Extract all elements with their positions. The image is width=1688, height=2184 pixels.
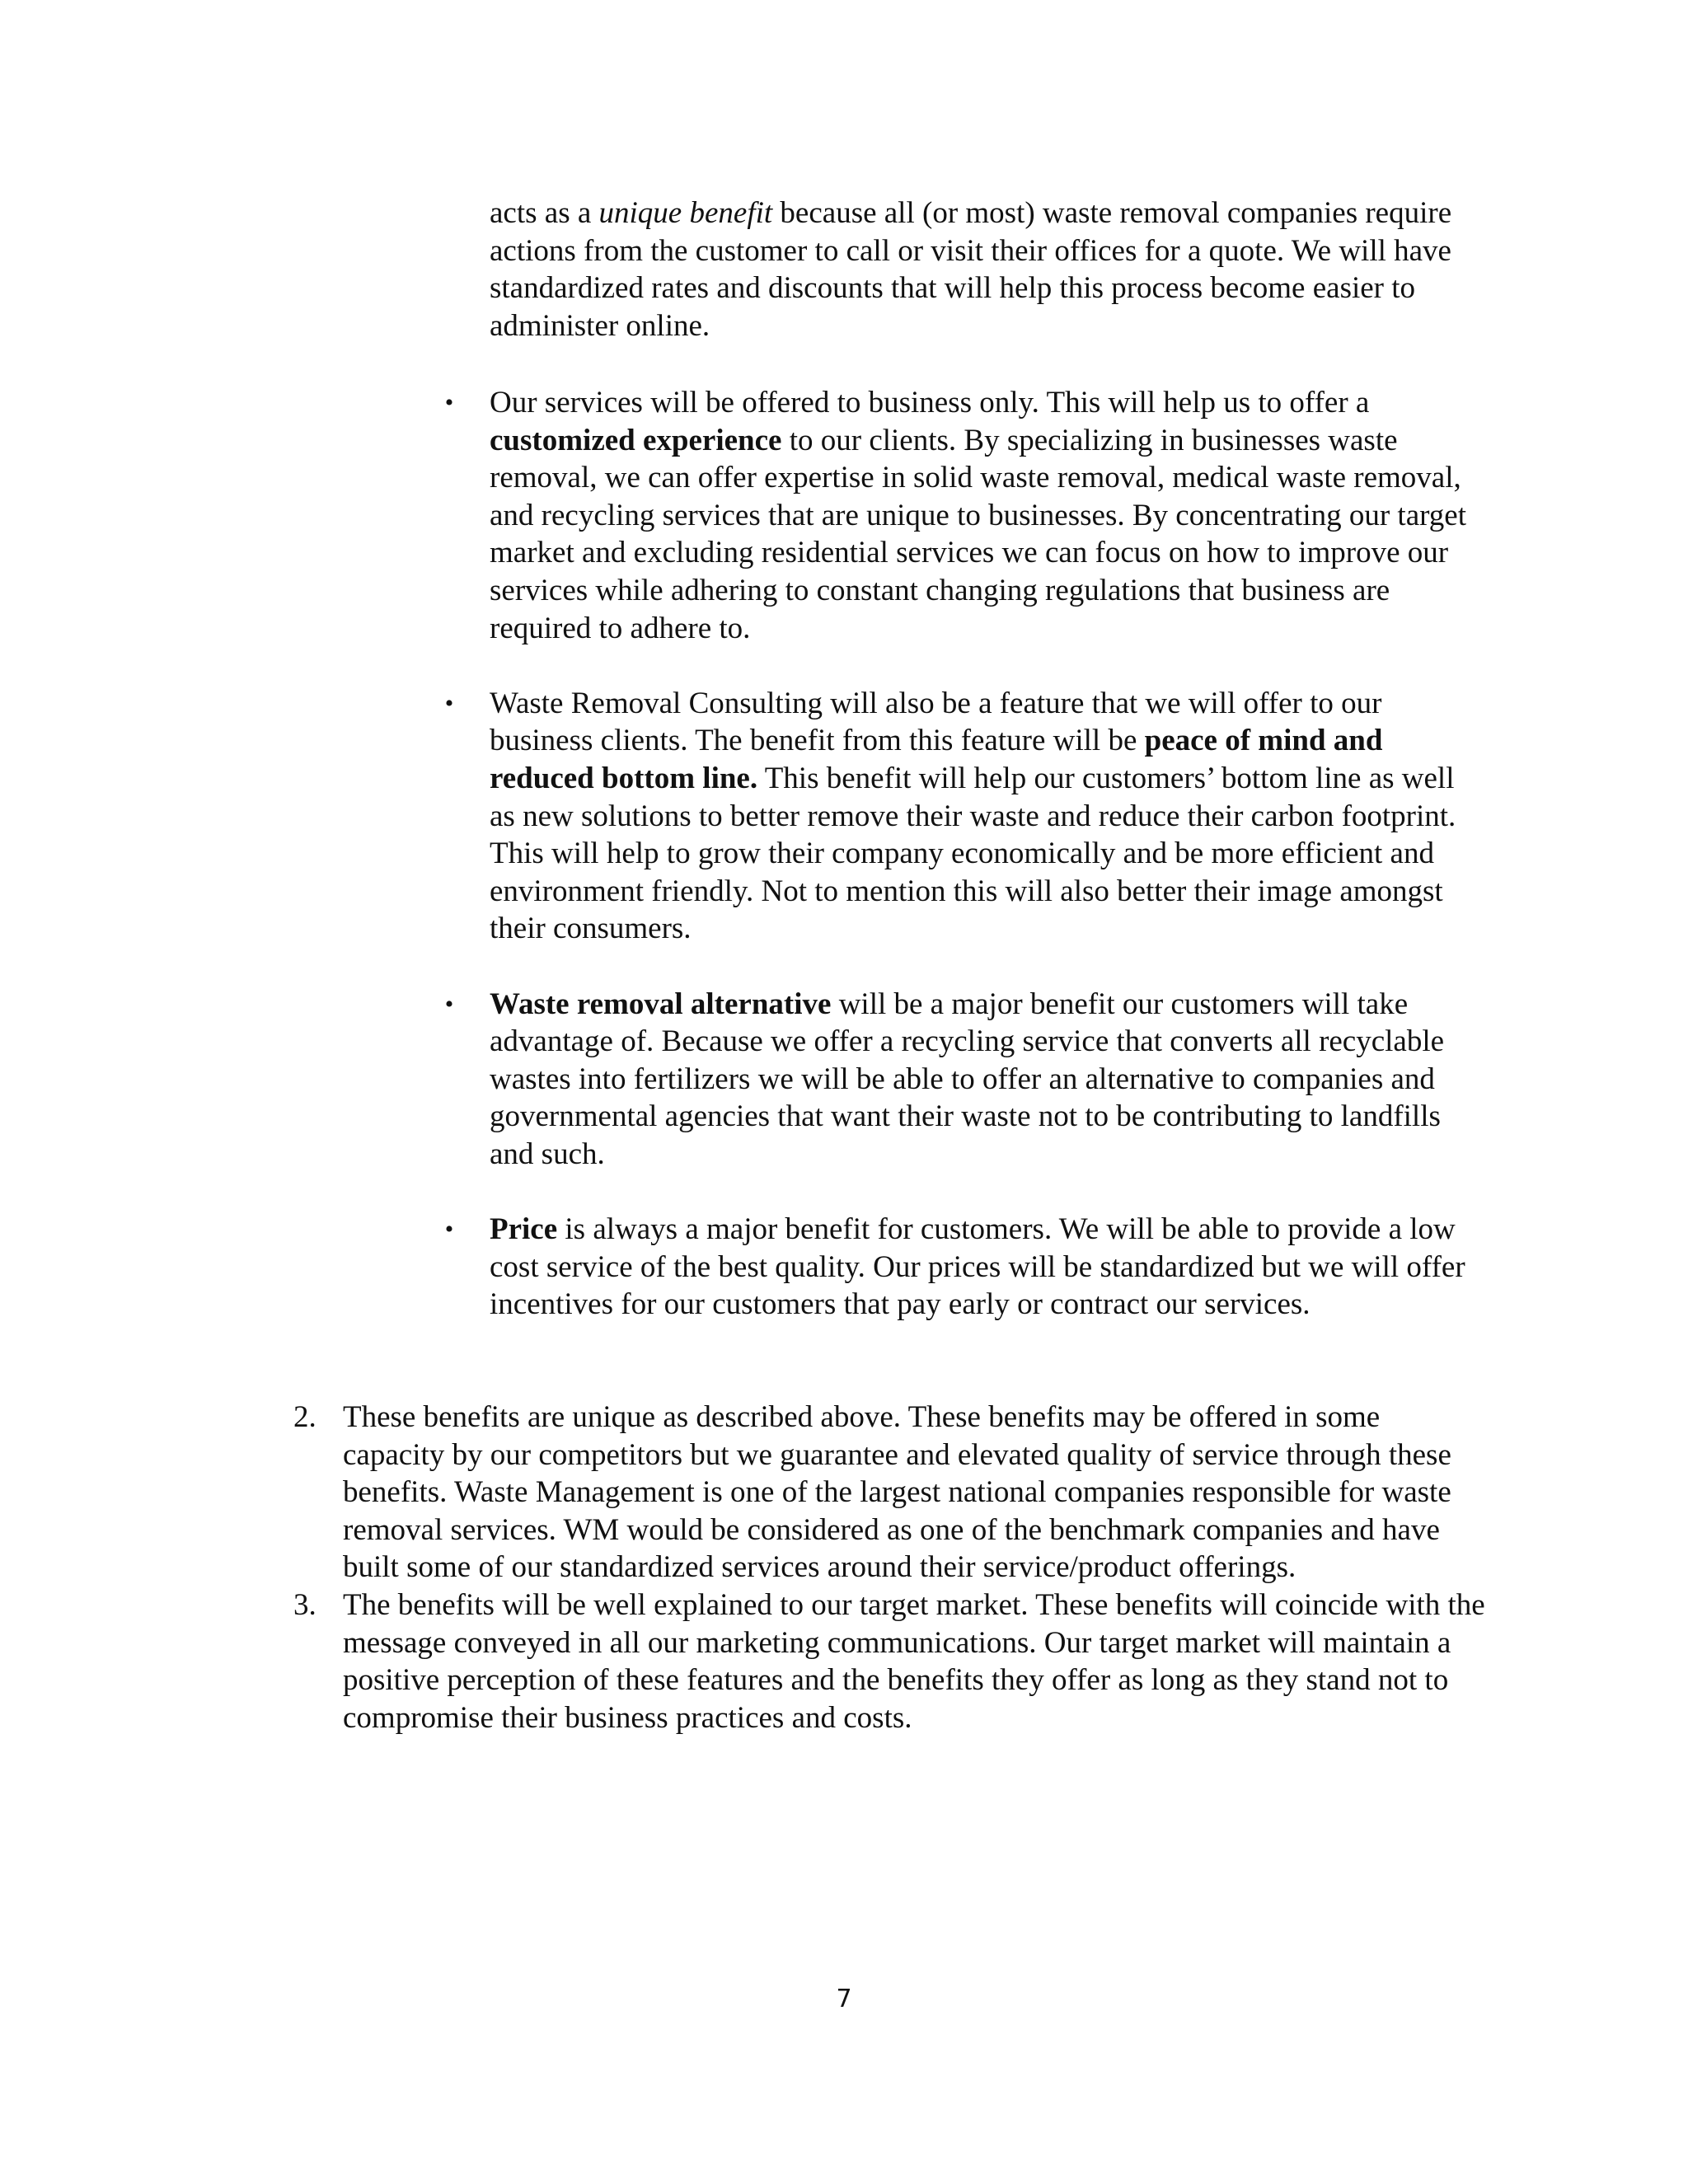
numbered-item-2	[293, 1399, 1489, 1586]
continuation-emphasis: unique benefit	[598, 196, 773, 230]
bullet-text-bold: Price	[490, 1212, 558, 1247]
bullet-item-waste-removal-alternative	[444, 986, 1487, 1174]
number-marker: 3.	[293, 1587, 316, 1622]
bullet-text-pre: Our services will be offered to business only. This will help us to offer a	[490, 386, 1370, 419]
numbered-item-text: The benefits will be well explained to our target market. These benefits will coincide with the message conveyed in all our marketing communications. Our target market will maintain a positive perception of these features and the benefits they offer as long as they stand not to compromise their business practices and costs.	[343, 1587, 1485, 1735]
bullet-marker: •	[444, 389, 454, 416]
benefit-bullet-list	[444, 384, 1487, 1324]
bullet-text-bold: customized experience	[490, 423, 782, 457]
bullet-item-consulting	[444, 685, 1487, 948]
bullet-marker: •	[444, 990, 454, 1018]
bullet-text-post: is always a major benefit for customers. We will be able to provide a low cost service of the best quality. Our prices will be standardized but we will offer incentives for our customers that pay early or contract our services.	[490, 1212, 1465, 1322]
page-number: 7	[836, 1985, 852, 2013]
bullet-text-post: This benefit will help our customers’ bottom line as well as new solutions to better remove their waste and reduce their carbon footprint. This will help to grow their company economically and be more efficient and environment friendly. Not to mention this will also better their image amongst their consumers.	[490, 761, 1456, 946]
bullet-item-customized-experience	[444, 384, 1487, 647]
numbered-item-text: These benefits are unique as described above. These benefits may be offered in some capacity by our competitors but we guarantee and elevated quality of service through these benefits. Waste Management is one of the largest national companies responsible for waste removal services. WM would be considered as one of the benchmark companies and have built some of our standardized services around their service/product offerings.	[343, 1400, 1451, 1585]
numbered-item-3	[293, 1586, 1489, 1736]
bullet-text-pre: Waste Removal Consulting will also be a feature that we will offer to our business clients. The benefit from this feature will be	[490, 686, 1382, 758]
bullet-text-post: will be a major benefit our customers will take advantage of. Because we offer a recycling service that converts all recyclable wastes into fertilizers we will be able to offer an alternative to companies and governmental agencies that want their waste not to be contributing to landfills and such.	[490, 987, 1445, 1171]
continuation-text-start: acts as a	[490, 196, 599, 230]
bullet-marker: •	[444, 689, 454, 717]
bullet-text-post: to our clients. By specializing in businesses waste removal, we can offer expertise in solid waste removal, medical waste removal, and recycling services that are unique to businesses. By concentrating our target market and excluding residential services we can focus on how to improve our services while adhering to constant changing regulations that business are required to adhere to.	[490, 423, 1466, 645]
bullet-marker: •	[444, 1216, 454, 1244]
continuation-text-rest: because all (or most) waste removal companies require actions from the customer to call or visit their offices for a quote. We will have standardized rates and discounts that will help this process become easier to administer online.	[490, 196, 1452, 343]
number-marker: 2.	[293, 1400, 316, 1434]
bullet-item-price	[444, 1211, 1487, 1324]
bullet-text-bold: peace of mind and reduced bottom line.	[490, 724, 1383, 795]
numbered-list	[293, 1399, 1489, 1736]
continuation-paragraph	[490, 194, 1487, 344]
bullet-text-bold: Waste removal alternative	[490, 987, 832, 1021]
